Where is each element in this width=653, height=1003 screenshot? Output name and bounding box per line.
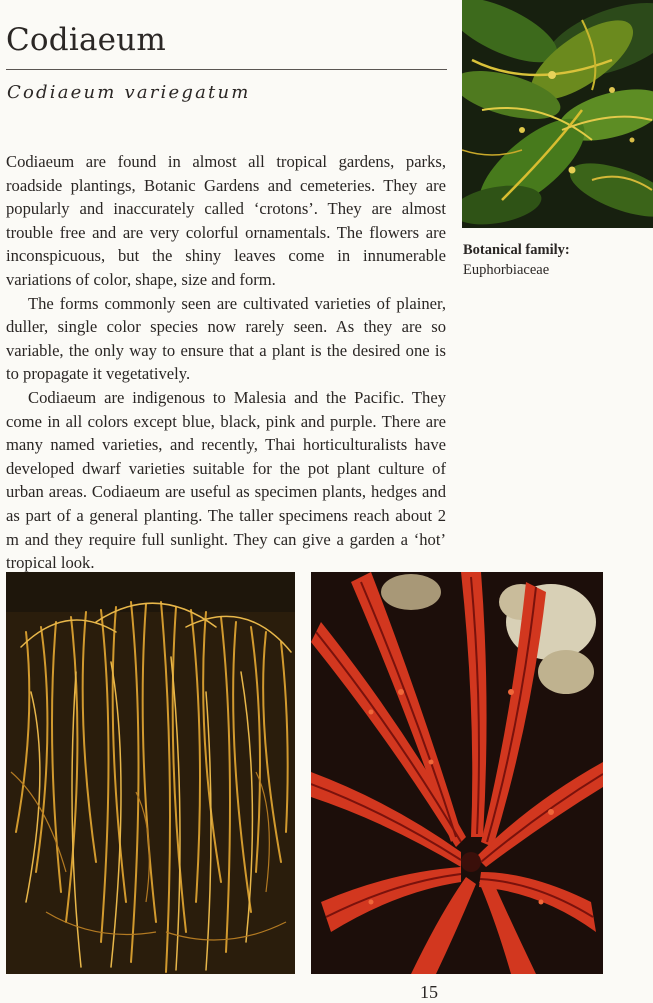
- page-title: Codiaeum: [6, 22, 166, 58]
- paragraph-1: Codiaeum are found in almost all tropical gardens, parks, roadside plantings, Botanic Gardens and cemeteries. They are popularly and inaccurately called ‘crotons’. They are almost trouble free and are very colorful ornamentals. The flowers are inconspicuous, but the shiny leaves come in innumerable variations of color, shape, size and form.: [6, 152, 446, 289]
- botanical-family: [463, 240, 570, 280]
- botanical-family-label: Botanical family:: [463, 242, 570, 258]
- page-number: 15: [420, 982, 438, 1002]
- title-rule: [6, 69, 447, 70]
- paragraph-3: Codiaeum are indigenous to Malesia and the Pacific. They come in all colors except blue, black, pink and purple. There are many named varieties, and recently, Thai horticulturalists have developed dwarf varieties suitable for the pot plant culture of urban areas. Codiaeum are useful as specimen plants, hedges and as part of a general planting. The taller specimens reach about 2 m and they require full sunlight. They can give a garden a ‘hot’ tropical look.: [6, 387, 446, 573]
- red-croton-photo: [311, 572, 603, 974]
- golden-croton-photo: [6, 572, 295, 974]
- scientific-name: Codiaeum variegatum: [7, 82, 251, 103]
- botanical-family-value: Euphorbiaceae: [463, 262, 550, 278]
- paragraph-2: The forms commonly seen are cultivated varieties of plainer, duller, single color species now rarely seen. As they are so variable, the only way to ensure that a plant is the desired one is to propagate it vegetatively.: [6, 293, 446, 384]
- croton-leaves-photo: [462, 0, 653, 228]
- body-text: [6, 150, 446, 575]
